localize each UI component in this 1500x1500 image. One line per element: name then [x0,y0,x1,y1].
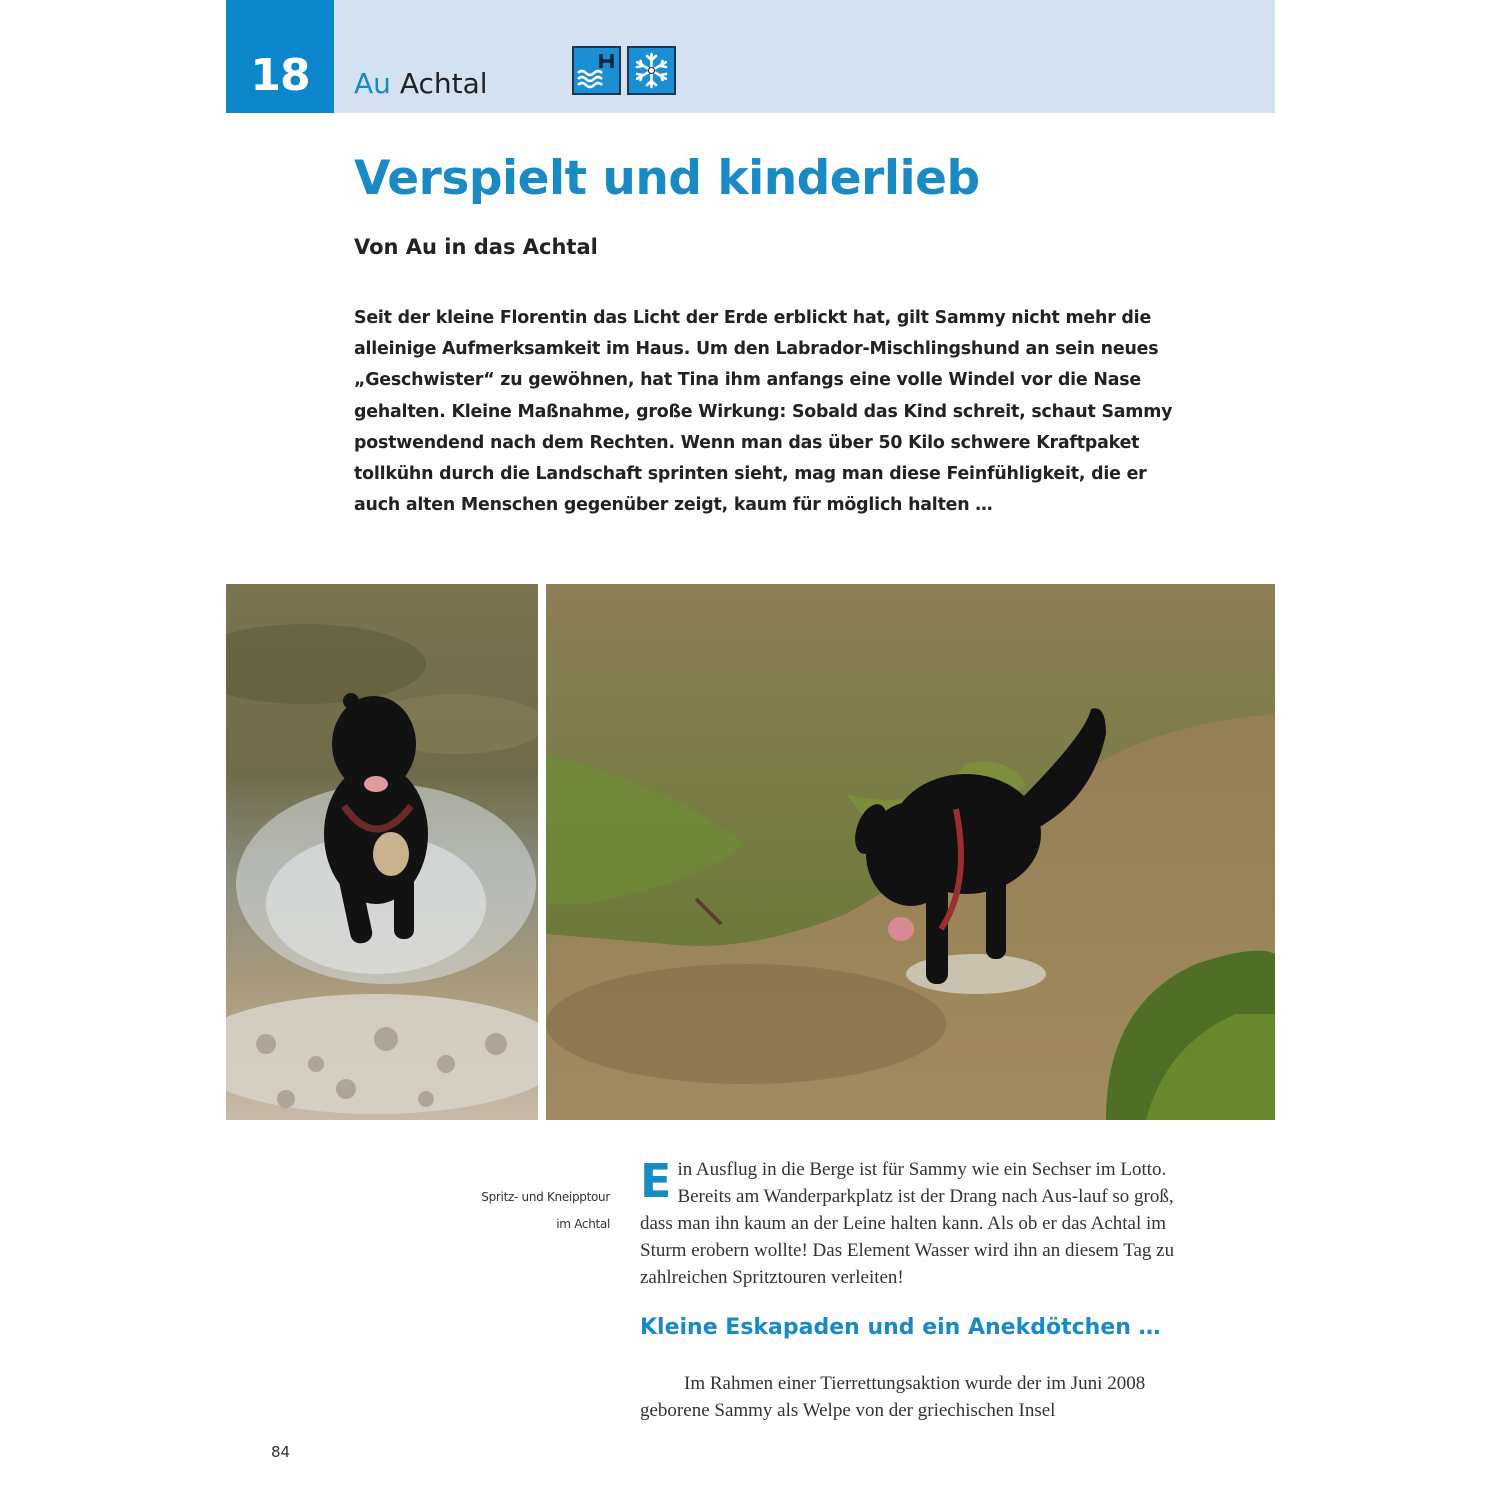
article-subtitle: Von Au in das Achtal [354,235,598,259]
chapter-number: 18 [250,50,310,101]
body-paragraph [640,1156,1180,1291]
high-water-icon [572,46,621,95]
intro-paragraph: Seit der kleine Florentin das Licht der Erde erblickt hat, gilt Sammy nicht mehr die alleinige Aufmerksamkeit im Haus. Um den Labrador-Mischlingshund an sein neues „Geschwister“ zu gewöhnen, hat Tina ihm anfangs eine volle Windel vor die Nase gehalten. Kleine Maßnahme, große Wirkung: Sobald das Kind schreit, schaut Sammy postwendend nach dem Rechten. Wenn man das über 50 Kilo schwere Kraftpaket tollkühn durch die Landschaft sprinten sieht, mag man diese Feinfühligkeit, die er auch alten Menschen gegenüber zeigt, kaum für möglich halten … [354,308,1173,516]
caption-line-2: im Achtal [556,1217,610,1231]
section-paragraph: Im Rahmen einer Tierrettungsaktion wurde der im Juni 2008 geborene Sammy als Welpe von der griechischen Insel [640,1373,1146,1421]
drop-cap: E [640,1154,672,1208]
caption-line-1: Spritz- und Kneipptour [481,1190,610,1204]
region-area: Au [354,67,391,100]
tour-feature-icons [572,46,676,95]
article-title: Verspielt und kinderlieb [354,151,980,206]
section-heading: Kleine Eskapaden und ein Anekdötchen … [640,1315,1161,1340]
page-number: 84 [271,1443,291,1461]
photo-dog-running [226,584,538,1120]
photo-caption [420,1184,610,1238]
snowflake-icon [627,46,676,95]
region-label [354,66,488,102]
region-place: Achtal [399,67,488,100]
chapter-number-box [226,0,334,113]
photo-dog-wading [546,584,1275,1120]
body-paragraph-text: in Ausflug in die Berge ist für Sammy wie ein Sechser im Lotto. Bereits am Wanderparkplatz ist der Drang nach Aus-lauf so groß, dass man ihn kaum an der Leine halten kann. Als ob er das Achtal im Sturm erobern wollte! Das Element Wasser wird ihn an diesem Tag zu zahlreichen Spritztouren verleiten! [640,1159,1175,1288]
